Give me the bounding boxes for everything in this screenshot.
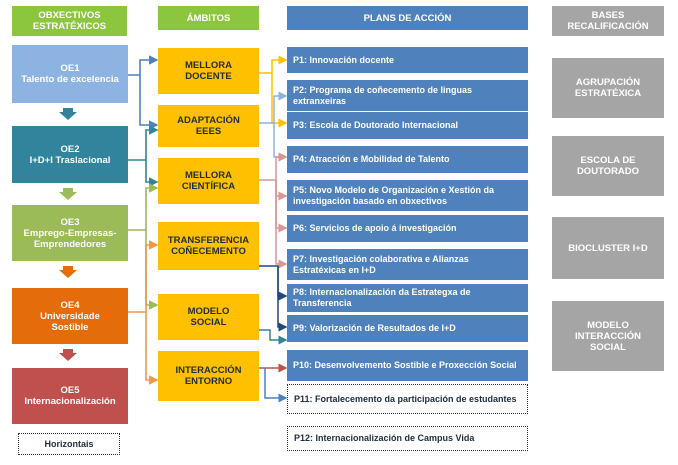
plan-p9	[287, 315, 528, 342]
ambito-label: INTERACCIÓN ENTORNO	[175, 365, 242, 387]
plan-p1	[287, 47, 528, 73]
horizontal-label-text: Horizontais	[44, 438, 94, 449]
plan-p12	[287, 426, 528, 451]
plan-p2	[287, 80, 528, 111]
horizontal-label	[18, 433, 120, 455]
plan-p3	[287, 112, 528, 139]
objective-code: OE2	[60, 143, 80, 155]
plan-p10	[287, 350, 528, 381]
header-bases	[552, 6, 664, 36]
plan-label: P9: Valorización de Resultados de I+D	[293, 323, 456, 333]
objective-label: Talento de excelencia	[21, 74, 119, 85]
base-biocluster	[552, 217, 664, 279]
ambito-label: MELLORA DOCENTE	[185, 60, 232, 82]
plan-p5	[287, 180, 528, 211]
objective-oe4	[12, 288, 128, 344]
base-escola-de-doutorado	[552, 136, 664, 196]
plan-label: P5: Novo Modelo de Organización e Xestión da investigación basado en obxectivos	[293, 184, 495, 206]
plan-p8	[287, 284, 528, 312]
objective-label: Universidade Sostible	[40, 310, 100, 333]
plan-p7	[287, 249, 528, 280]
ambito-modelo-social	[158, 294, 259, 340]
ambito-adaptacion-eees	[158, 105, 259, 147]
ambito-mellora-cientifica	[158, 158, 259, 204]
objective-oe3	[12, 205, 128, 261]
plan-label: P7: Investigación colaborativa e Alianzas Estratéxicas en I+D	[293, 253, 469, 275]
objective-oe5	[12, 368, 128, 424]
plan-label: P4: Atracción e Mobilidad de Talento	[293, 154, 450, 164]
objective-oe1	[12, 45, 128, 103]
base-label: ESCOLA DE DOUTORADO	[576, 155, 640, 177]
objective-label: Internacionalización	[24, 396, 116, 407]
objective-code: OE5	[60, 385, 80, 396]
header-ambitos	[158, 6, 259, 30]
plan-label: P12: Internacionalización de Campus Vida	[294, 433, 475, 443]
ambito-interaccion-entorno	[158, 351, 259, 401]
header-plans-text: PLANS DE ACCIÓN	[363, 12, 452, 24]
header-ambitos-text: ÁMBITOS	[186, 12, 231, 24]
base-modelo-interaccion-social	[552, 301, 664, 371]
objective-code: OE1	[60, 63, 80, 74]
objective-oe2	[12, 126, 128, 183]
plan-p6	[287, 215, 528, 242]
header-objetivos-text: OBXECTIVOS ESTRATÉXICOS	[32, 10, 107, 32]
plan-p4	[287, 146, 528, 173]
ambito-label: ADAPTACIÓN EEES	[177, 115, 240, 137]
plan-p11	[287, 384, 528, 414]
base-label: BIOCLUSTER I+D	[568, 242, 648, 254]
plan-label: P2: Programa de coñecemento de linguas extranxeiras	[293, 84, 473, 106]
ambito-label: MELLORA CIENTÍFICA	[181, 170, 236, 192]
plan-label: P1: Innovación docente	[293, 54, 395, 65]
ambito-label: TRANSFERENCIA COÑECEMENTO	[167, 235, 250, 257]
base-agrupacion-estratexica	[552, 58, 664, 118]
plan-label: P6: Servicios de apoio á investigación	[293, 223, 457, 233]
plan-label: P3: Escola de Doutorado Internacional	[293, 120, 459, 130]
base-label: MODELO INTERACCIÓN SOCIAL	[575, 319, 641, 353]
base-label: AGRUPACIÓN ESTRATÉXICA	[574, 77, 642, 99]
ambito-mellora-docente	[158, 48, 259, 94]
objective-code: OE3	[60, 216, 80, 228]
plan-label: P10: Desenvolvemento Sostible e Proxección Social	[293, 360, 517, 370]
ambito-transferencia-conecemento	[158, 222, 259, 270]
plan-label: P8: Internacionalización da Estrategxa de Transferencia	[293, 287, 471, 308]
ambito-label: MODELO SOCIAL	[187, 306, 230, 328]
header-objetivos	[12, 6, 127, 36]
objective-label: I+D+I Traslacional	[29, 154, 111, 166]
plan-label: P11: Fortalecemento da participación de estudantes	[294, 393, 517, 404]
objective-code: OE4	[60, 299, 80, 311]
objective-label: Emprego-Empresas-Emprendedores	[23, 227, 117, 250]
header-bases-text: BASES RECALIFICACIÓN	[567, 10, 649, 32]
header-plans	[287, 6, 528, 30]
